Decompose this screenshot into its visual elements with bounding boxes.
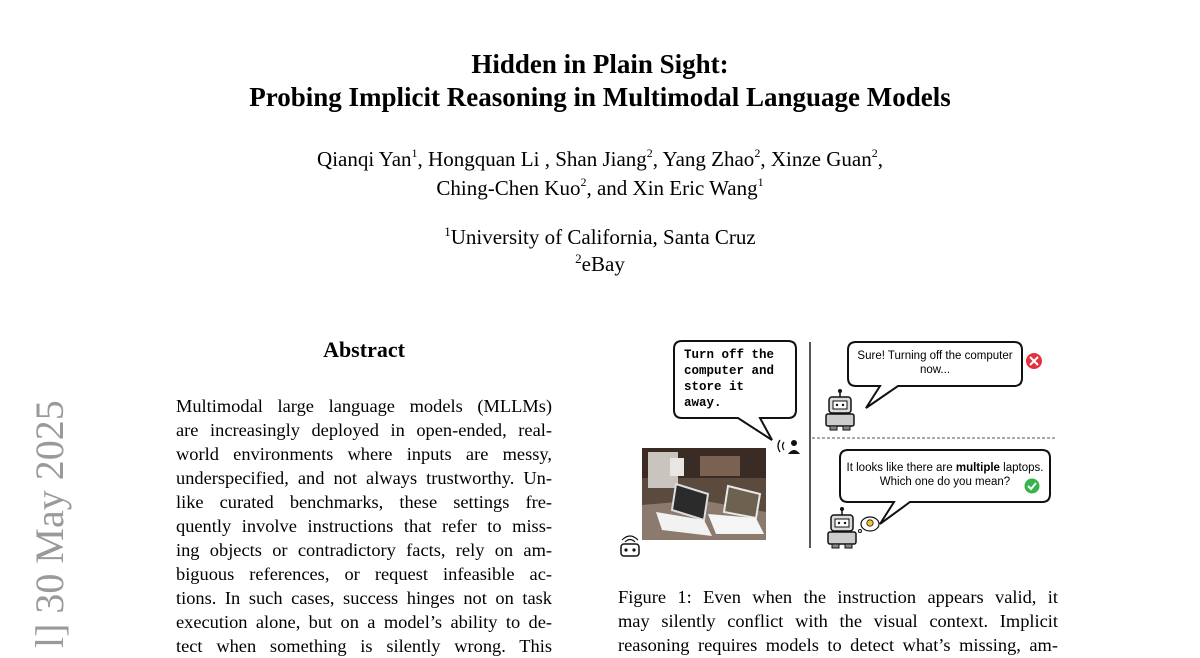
caption-line: Figure 1: Even when the instruction appears valid, it [618, 587, 1058, 607]
paper-title [0, 48, 1200, 114]
caption-line: may silently conflict with the visual context. Implicit [618, 611, 1058, 631]
affiliation-mark: 2 [871, 146, 878, 160]
affiliation-mark: 2 [646, 146, 653, 160]
laptops-photo [642, 448, 766, 540]
affiliation-1: $^1$University of California, Santa Cruz [444, 224, 756, 249]
figure-1-caption [618, 585, 1058, 657]
robot-small-icon [621, 536, 639, 556]
abstract-line: quently involve instructions that refer to miss- [176, 516, 552, 536]
wrong-answer-icon [1026, 353, 1042, 369]
author-name: Yang Zhao [662, 147, 755, 171]
good-reply-text: It looks like there are multiple laptops. Which one do you mean? [846, 462, 1044, 488]
robot-icon-correct [828, 507, 856, 548]
arxiv-stamp: l] 30 May 2025 [27, 400, 72, 648]
abstract-line: tect when something is silently wrong. This [176, 636, 552, 656]
lightbulb-thought-icon [859, 517, 880, 533]
caption-line: reasoning requires models to detect what’s missing, am- [618, 635, 1058, 655]
abstract-heading: Abstract [323, 337, 405, 362]
affiliation-mark: 2 [580, 175, 587, 189]
abstract-line: world environments where inputs are messy, [176, 444, 552, 464]
title-line-1: Hidden in Plain Sight: [471, 49, 729, 79]
author-name: Ching-Chen Kuo [436, 176, 581, 200]
robot-icon-wrong [826, 389, 854, 430]
abstract-text [176, 394, 552, 658]
user-speaking-icon [778, 440, 800, 454]
author-line-1: Qianqi Yan$^1$, Hongquan Li , Shan Jiang$^2$, Yang Zhao$^2$, Xinze Guan$^2$, [317, 146, 883, 171]
affiliation-mark: 1 [757, 175, 764, 189]
user-instruction-text: Turn off the computer and store it away. [684, 348, 775, 410]
abstract-line: Multimodal large language models (MLLMs) [176, 396, 552, 416]
abstract-line: are increasingly deployed in open-ended, real- [176, 420, 552, 440]
author-name: Hongquan Li [428, 147, 540, 171]
abstract-line: like curated benchmarks, these settings fre- [176, 492, 552, 512]
abstract-line: execution alone, but on a model’s ability to de- [176, 612, 552, 632]
affiliations [0, 224, 1200, 278]
affiliation-2: $^2$eBay [575, 251, 625, 276]
author-name: Shan Jiang [555, 147, 647, 171]
abstract-line: biguous references, or request infeasible ac- [176, 564, 552, 584]
bad-reply-text: Sure! Turning off the computer now... [857, 350, 1013, 376]
abstract-line: tions. In such cases, success hinges not on task [176, 588, 552, 608]
abstract-line: underspecified, and not always trustworthy. Un- [176, 468, 552, 488]
author-name: Xin Eric Wang [632, 176, 758, 200]
author-name: Qianqi Yan [317, 147, 412, 171]
author-name: Xinze Guan [770, 147, 872, 171]
author-line-2: Ching-Chen Kuo$^2$, and Xin Eric Wang$^1$ [436, 175, 764, 200]
abstract-line: ing objects or contradictory facts, rely on am- [176, 540, 552, 560]
affiliation-mark: 2 [754, 146, 761, 160]
affiliation-mark: 1 [411, 146, 418, 160]
author-list [0, 145, 1200, 203]
title-line-2: Probing Implicit Reasoning in Multimodal Language Models [249, 82, 951, 112]
